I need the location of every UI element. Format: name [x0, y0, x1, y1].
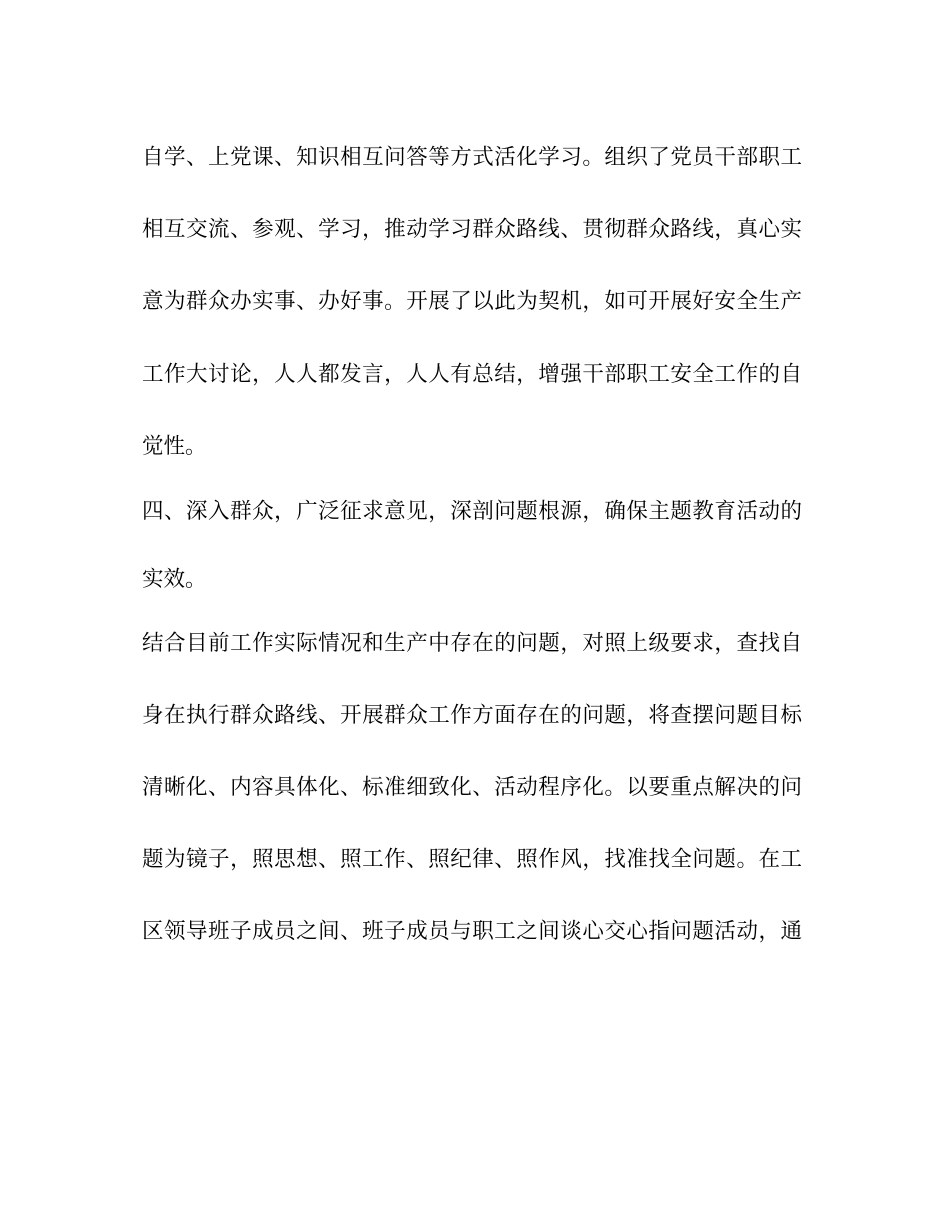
text-line: 相互交流、参观、学习，推动学习群众路线、贯彻群众路线，真心实	[142, 217, 802, 242]
text-line: 工作大讨论，人人都发言，人人有总结，增强干部职工安全工作的自	[142, 362, 802, 387]
text-line: 题为镜子，照思想、照工作、照纪律、照作风，找准找全问题。在工	[142, 847, 802, 872]
text-line: 身在执行群众路线、开展群众工作方面存在的问题，将查摆问题目标	[142, 703, 802, 728]
text-line: 自学、上党课、知识相互问答等方式活化学习。组织了党员干部职工	[142, 145, 802, 170]
section-heading-end: 实效。	[142, 567, 207, 592]
text-line: 清晰化、内容具体化、标准细致化、活动程序化。以要重点解决的问	[142, 775, 802, 800]
text-line: 意为群众办实事、办好事。开展了以此为契机，如可开展好安全生产	[142, 289, 802, 314]
section-heading: 四、深入群众，广泛征求意见，深剖问题根源，确保主题教育活动的	[142, 499, 802, 524]
text-line: 觉性。	[142, 434, 207, 459]
text-line: 区领导班子成员之间、班子成员与职工之间谈心交心指问题活动，通	[142, 919, 802, 944]
text-line: 结合目前工作实际情况和生产中存在的问题，对照上级要求，查找自	[142, 631, 802, 656]
